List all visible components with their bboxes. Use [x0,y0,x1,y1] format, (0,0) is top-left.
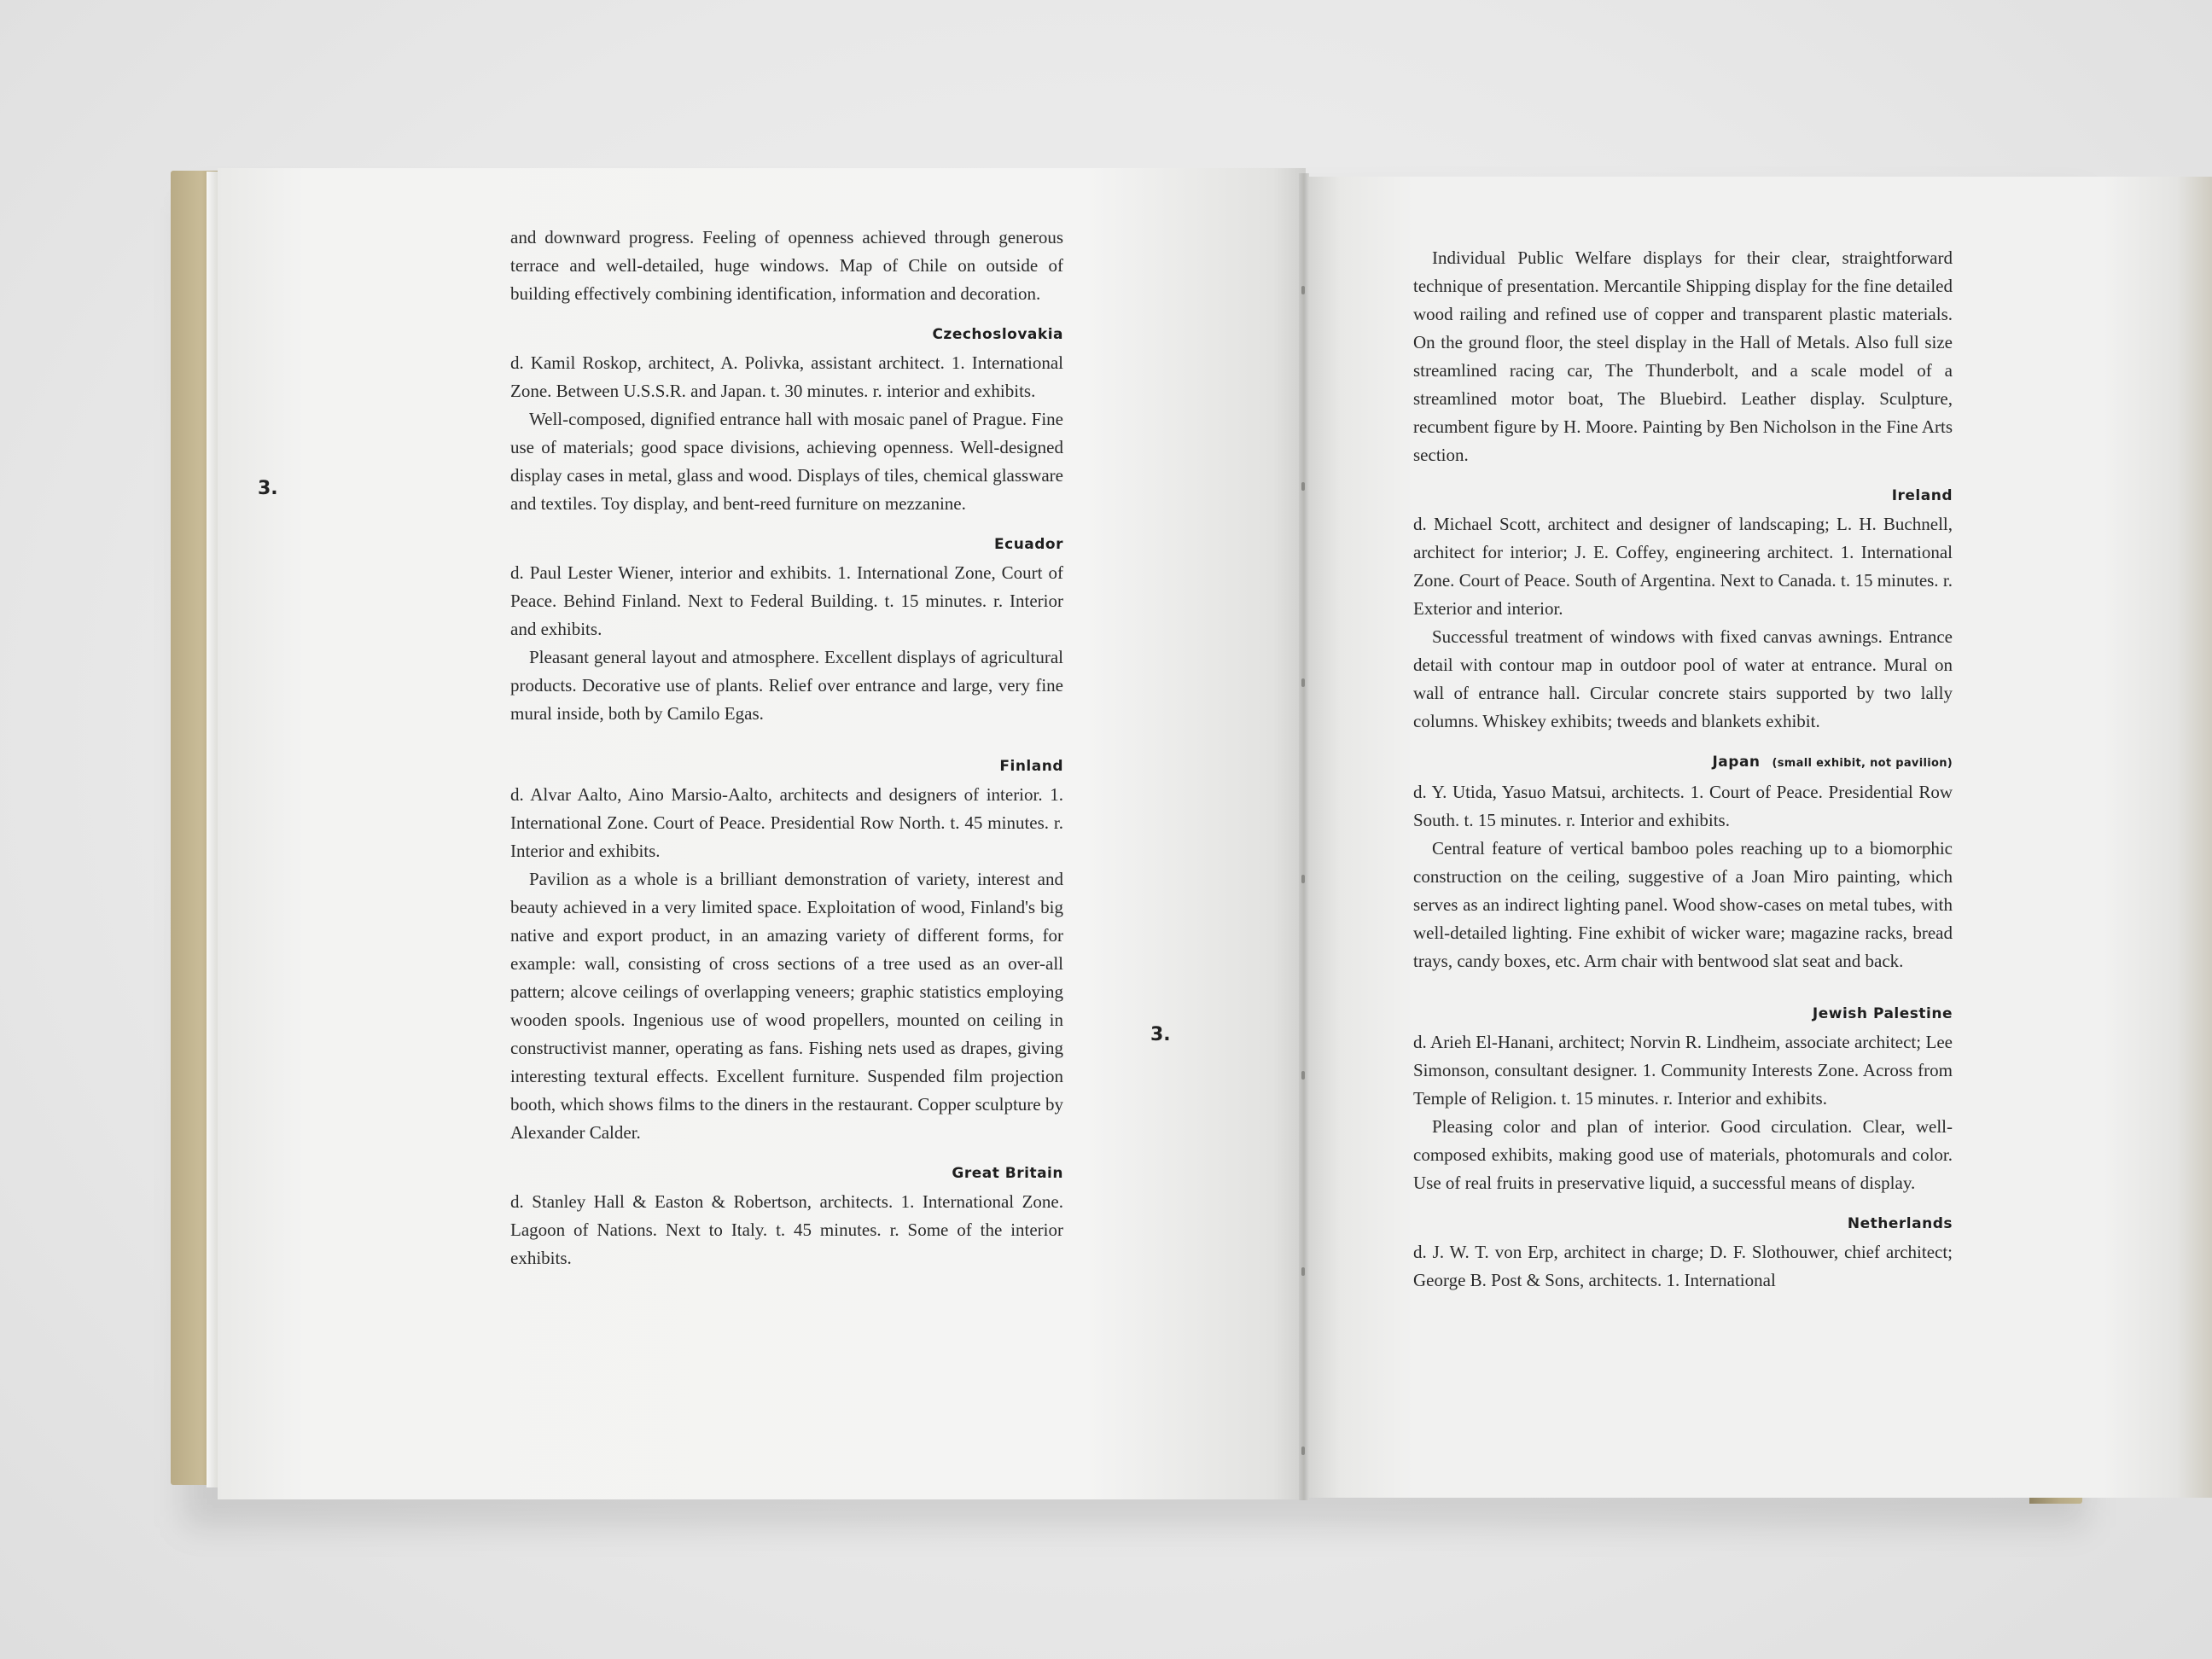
binding-stitch [1301,875,1305,883]
heading-great-britain: Great Britain [952,1165,1063,1182]
book-gutter [1299,173,1309,1500]
great-britain-credits: d. Stanley Hall & Easton & Robertson, architects. 1. International Zone. Lagoon of Nations. Next to Italy. t. 45 minutes. r. Some of the interior exhibits. [510,1191,1063,1268]
ireland-credits: d. Michael Scott, architect and designer of landscaping; L. H. Buchnell, architect for interior; J. E. Coffey, engineering architect. 1. International Zone. Court of Peace. South of Argentina. Next to Canada. t. 15 minutes. r. Exterior and interior. [1413,514,1953,619]
left-intro-paragraph: and downward progress. Feeling of openness achieved through generous terrace and well-detailed, huge windows. Map of Chile on outside of building effectively combining identification, information and decoration. [510,227,1063,304]
japan-credits: d. Y. Utida, Yasuo Matsui, architects. 1. Court of Peace. Presidential Row South. t. 15 minutes. r. Interior and exhibits. [1413,782,1953,830]
right-chapter-marker: 3. [1150,1024,1171,1045]
czechoslovakia-credits: d. Kamil Roskop, architect, A. Polivka, assistant architect. 1. International Zone. Between U.S.S.R. and Japan. t. 30 minutes. r. interior and exhibits. [510,352,1063,401]
binding-stitch [1301,1447,1305,1455]
heading-ireland: Ireland [1891,487,1953,504]
left-chapter-marker: 3. [258,478,278,499]
japan-description: Central feature of vertical bamboo poles reaching up to a biomorphic construction on the ceiling, suggestive of a Joan Miro painting, which serves as an indirect lighting panel. Wood show-cases on metal tubes, with well-detailed lighting. Fine exhibit of wicker ware; magazine racks, bread trays, candy boxes, etc. Arm chair with bentwood slat seat and back. [1413,838,1953,971]
right-intro-paragraph: Individual Public Welfare displays for their clear, straightforward technique of presentation. Mercantile Shipping display for the fine detailed wood railing and refined use of copper and transparent plastic materials. On the ground floor, the steel display in the Hall of Metals. Also full size streamlined racing car, The Thunderbolt, and a scale model of a streamlined motor boat, The Bluebird. Leather display. Sculpture, recumbent figure by H. Moore. Painting by Ben Nicholson in the Fine Arts section. [1413,247,1953,465]
left-text-column [510,224,1063,1272]
heading-finland: Finland [999,758,1063,775]
binding-stitch [1301,678,1305,687]
heading-japan [1413,748,1953,778]
ecuador-description: Pleasant general layout and atmosphere. Excellent displays of agricultural products. Decorative use of plants. Relief over entrance and large, very fine mural inside, both by Camilo Egas. [510,647,1063,724]
binding-stitch [1301,1267,1305,1276]
czechoslovakia-description: Well-composed, dignified entrance hall with mosaic panel of Prague. Fine use of materials; good space divisions, achieving openness. Well-designed display cases in metal, glass and wood. Displays of tiles, chemical glassware and textiles. Toy display, and bent-reed furniture on mezzanine. [510,409,1063,514]
finland-credits: d. Alvar Aalto, Aino Marsio-Aalto, architects and designers of interior. 1. International Zone. Court of Peace. Presidential Row North. t. 45 minutes. r. Interior and exhibits. [510,784,1063,861]
netherlands-credits: d. J. W. T. von Erp, architect in charge; D. F. Slothouwer, chief architect; George B. Post & Sons, architects. 1. International [1413,1242,1953,1290]
heading-jewish-palestine: Jewish Palestine [1812,1005,1953,1022]
binding-stitch [1301,1071,1305,1080]
binding-stitch [1301,286,1305,294]
finland-description: Pavilion as a whole is a brilliant demonstration of variety, interest and beauty achieved in a very limited space. Exploitation of wood, Finland's big native and export product, in an amazing variety of different forms, for example: wall, consisting of cross sections of a tree used as an over-all pattern; alcove ceilings of overlapping veneers; graphic statistics employing wooden spools. Ingenious use of wood propellers, mounted on ceiling in constructivist manner, operating as fans. Fishing nets used as drapes, giving interesting textural effects. Excellent furniture. Suspended film projection booth, which shows films to the diners in the restaurant. Copper sculpture by Alexander Calder. [510,869,1063,1143]
jewish-palestine-credits: d. Arieh El-Hanani, architect; Norvin R. Lindheim, associate architect; Lee Simonson, consultant designer. 1. Community Interests Zone. Across from Temple of Religion. t. 15 minutes. r. Interior and exhibits. [1413,1032,1953,1109]
jewish-palestine-description: Pleasing color and plan of interior. Good circulation. Clear, well-composed exhibits, making good use of materials, photomurals and color. Use of real fruits in preservative liquid, a successful means of display. [1413,1116,1953,1193]
page-stack-edge [207,172,218,1487]
binding-stitch [1301,482,1305,491]
ireland-description: Successful treatment of windows with fixed canvas awnings. Entrance detail with contour map in outdoor pool of water at entrance. Mural on wall of entrance hall. Circular concrete stairs supported by two lally columns. Whiskey exhibits; tweeds and blankets exhibit. [1413,626,1953,731]
right-text-column [1413,244,1953,1295]
ecuador-credits: d. Paul Lester Wiener, interior and exhibits. 1. International Zone, Court of Peace. Behind Finland. Next to Federal Building. t. 15 minutes. r. Interior and exhibits. [510,562,1063,639]
japan-title: Japan [1712,754,1761,771]
heading-netherlands: Netherlands [1847,1215,1953,1232]
japan-note: (small exhibit, not pavilion) [1772,757,1953,770]
heading-ecuador: Ecuador [994,536,1063,553]
heading-czechoslovakia: Czechoslovakia [932,326,1063,343]
